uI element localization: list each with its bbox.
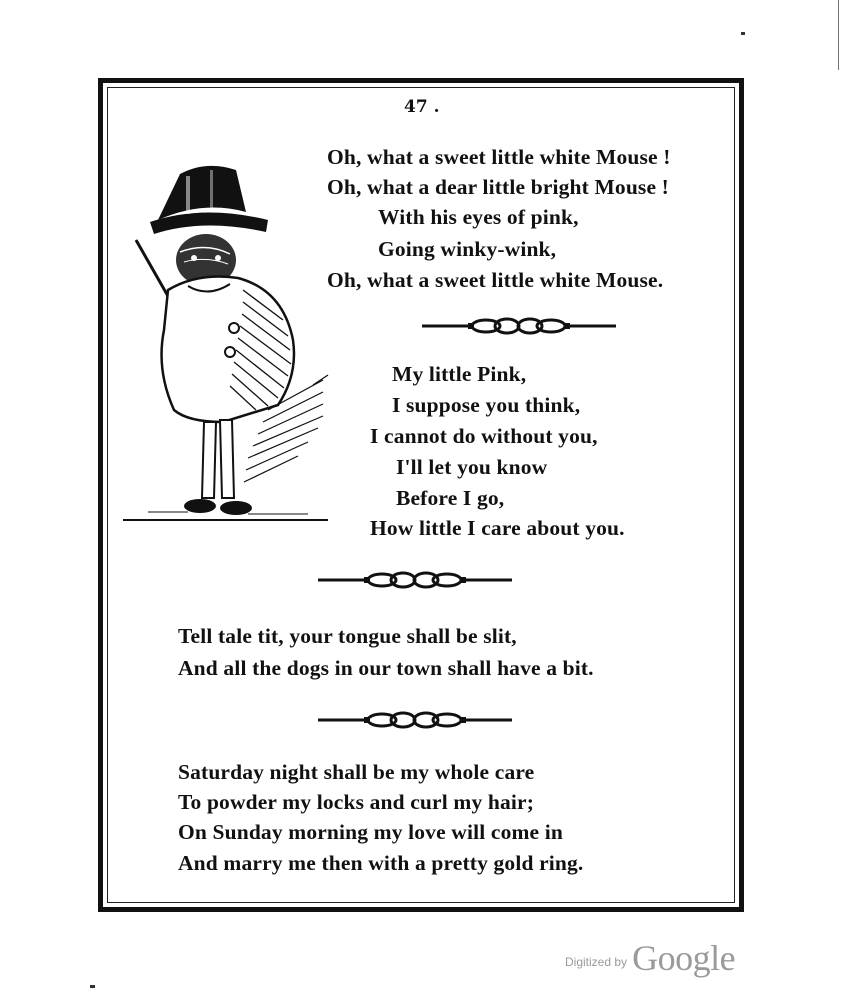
poem-line: I cannot do without you,	[370, 424, 598, 448]
page-edge-line	[838, 0, 839, 70]
digitized-by-google-watermark	[565, 937, 735, 979]
google-logo: Google	[632, 938, 736, 978]
poem-line: To powder my locks and curl my hair;	[178, 790, 535, 814]
poem-line: Oh, what a dear little bright Mouse !	[327, 175, 669, 199]
poem-line: Saturday night shall be my whole care	[178, 760, 535, 784]
knot-divider-icon	[318, 710, 512, 730]
poem-line: Before I go,	[396, 486, 505, 510]
poem-line: I suppose you think,	[392, 393, 581, 417]
poem-line: On Sunday morning my love will come in	[178, 820, 563, 844]
poem-line: And marry me then with a pretty gold ring.	[178, 851, 584, 875]
poem-line: Oh, what a sweet little white Mouse.	[327, 268, 664, 292]
speck	[741, 32, 745, 35]
poem-line: And all the dogs in our town shall have a bit.	[178, 656, 594, 680]
speck	[90, 985, 95, 988]
poem-line: How little I care about you.	[370, 516, 625, 540]
page-number: 47 .	[404, 97, 440, 117]
poem-line: Tell tale tit, your tongue shall be slit,	[178, 624, 517, 648]
poem-line: My little Pink,	[392, 362, 527, 386]
poem-line: Oh, what a sweet little white Mouse !	[327, 145, 671, 169]
poem-line: With his eyes of pink,	[378, 205, 579, 229]
poem-line: I'll let you know	[396, 455, 548, 479]
knot-divider-icon	[318, 570, 512, 590]
mouse-in-top-hat-icon	[118, 160, 333, 530]
watermark-prefix: Digitized by	[565, 955, 628, 969]
poem-line: Going winky-wink,	[378, 237, 557, 261]
knot-divider-icon	[422, 316, 616, 336]
